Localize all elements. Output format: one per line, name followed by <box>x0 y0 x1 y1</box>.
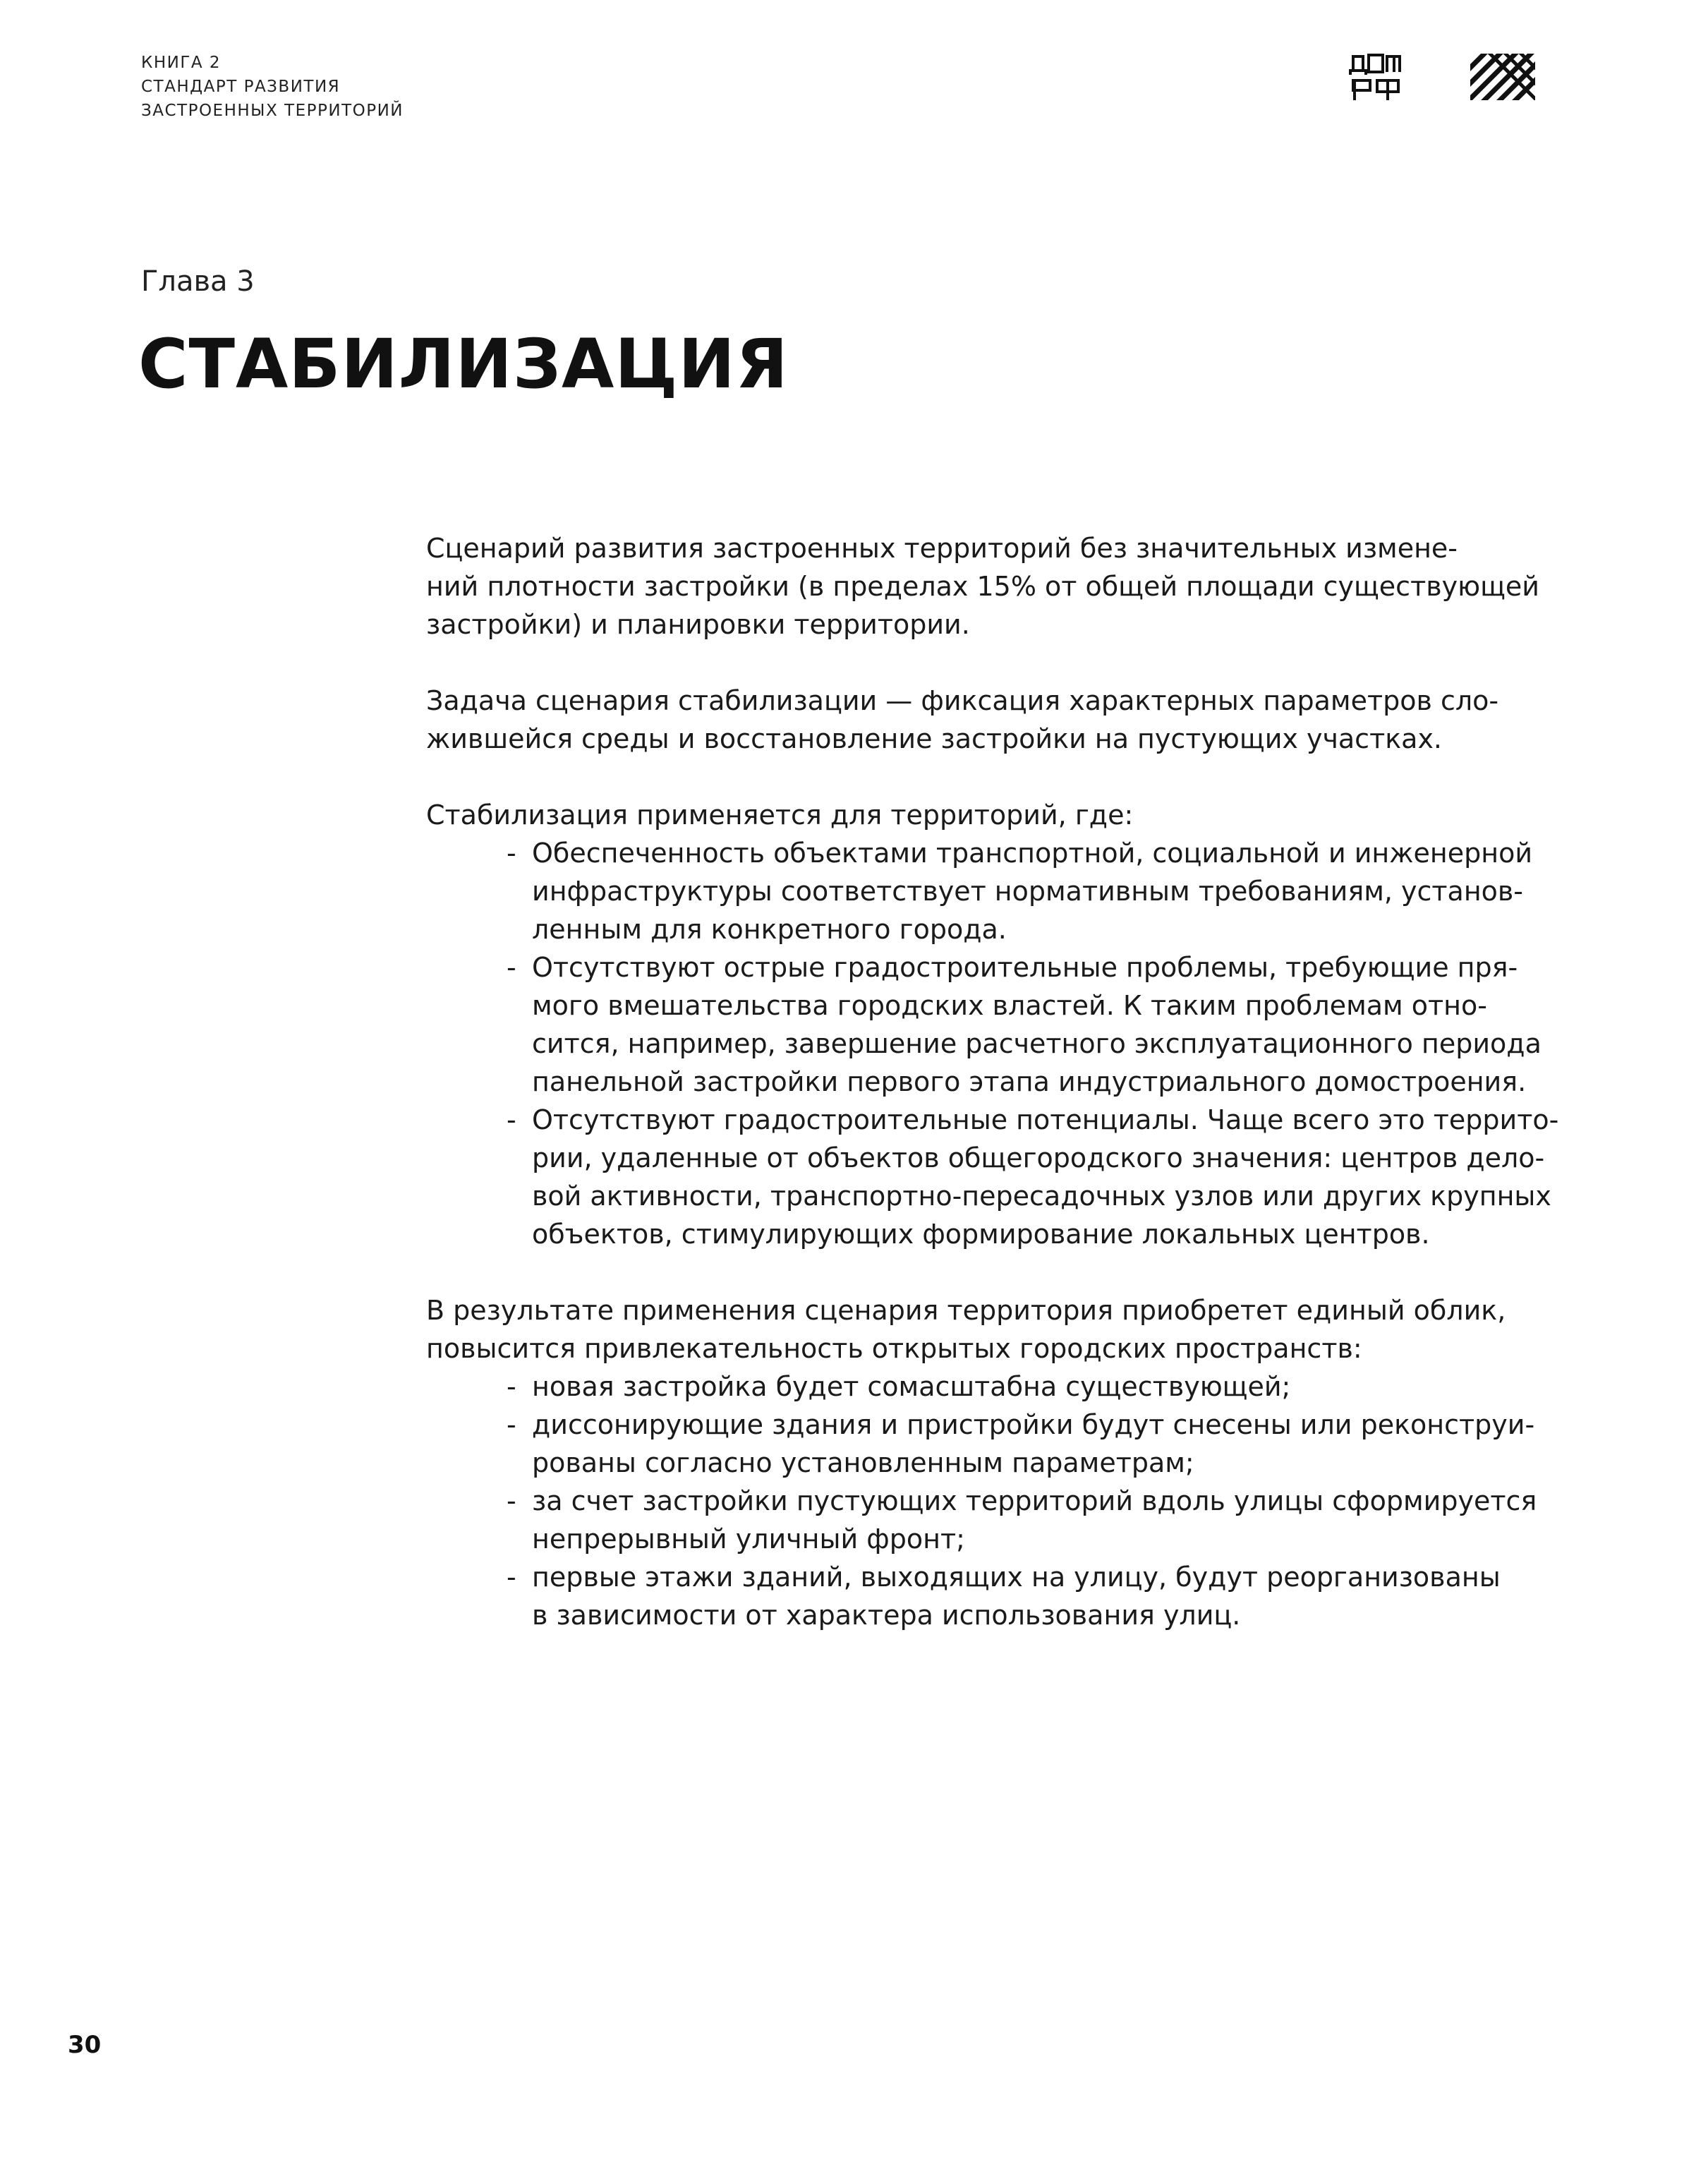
book-label <box>141 51 404 123</box>
results-list <box>426 1368 1537 1634</box>
text-line: ний плотности застройки (в пределах 15% от общей площади существующей <box>426 571 1539 602</box>
text-line: - новая застройка будет сомасштабна существующей; <box>532 1371 1291 1402</box>
text-line: инфраструктуры соответствует нормативным требованиям, установ- <box>532 876 1524 907</box>
list-item <box>532 1558 1527 1634</box>
paragraph-applicability-intro <box>426 796 1527 834</box>
list-item <box>532 948 1542 1101</box>
stripe-pattern-logo <box>1470 54 1535 100</box>
text-line: в зависимости от характера использования улиц. <box>532 1600 1241 1631</box>
body-text <box>426 529 1559 1672</box>
text-line: вой активности, транспортно-пересадочных узлов или других крупных <box>532 1181 1551 1212</box>
book-label-line: СТАНДАРТ РАЗВИТИЯ <box>141 78 341 96</box>
list-item <box>532 1101 1559 1253</box>
text-line: рии, удаленные от объектов общегородского значения: центров дело- <box>532 1142 1545 1173</box>
text-line: жившейся среды и восстановление застройки на пустующих участках. <box>426 723 1443 754</box>
text-line: сится, например, завершение расчетного эксплуатационного периода <box>532 1028 1542 1059</box>
book-label-line: ЗАСТРОЕННЫХ ТЕРРИТОРИЙ <box>141 102 404 120</box>
list-item <box>532 1368 1527 1406</box>
paragraph-results-intro <box>426 1291 1527 1368</box>
list-item <box>532 1482 1537 1558</box>
text-line: повысится привлекательность открытых городских пространств: <box>426 1333 1362 1364</box>
page-number: 30 <box>68 2031 102 2059</box>
text-line: Стабилизация применяется для территорий, где: <box>426 799 1134 831</box>
text-line: В результате применения сценария территория приобретет единый облик, <box>426 1295 1506 1326</box>
chapter-label: Глава 3 <box>141 265 255 298</box>
text-line: - диссонирующие здания и пристройки будут снесены или реконструи- <box>532 1409 1535 1440</box>
text-line: Сценарий развития застроенных территорий без значительных измене- <box>426 533 1458 564</box>
paragraph-definition <box>426 529 1539 644</box>
text-line: непрерывный уличный фронт; <box>532 1523 965 1555</box>
text-line: застройки) и планировки территории. <box>426 609 970 640</box>
text-line: рованы согласно установленным параметрам; <box>532 1447 1194 1478</box>
text-line: - Обеспеченность объектами транспортной, социальной и инженерной <box>532 838 1533 869</box>
list-item <box>532 1406 1535 1482</box>
text-line: Задача сценария стабилизации — фиксация характерных параметров сло- <box>426 685 1499 716</box>
text-line: мого вмешательства городских властей. К таким проблемам отно- <box>532 990 1487 1021</box>
book-label-line: КНИГА 2 <box>141 54 222 72</box>
text-line: - Отсутствуют градостроительные потенциалы. Чаще всего это террито- <box>532 1104 1559 1135</box>
list-item <box>532 834 1533 948</box>
text-line: панельной застройки первого этапа индустриального домостроения. <box>532 1066 1527 1097</box>
text-line: - Отсутствуют острые градостроительные проблемы, требующие пря- <box>532 952 1518 983</box>
text-line: ленным для конкретного города. <box>532 914 1007 945</box>
chapter-title: СТАБИЛИЗАЦИЯ <box>138 325 789 404</box>
text-line: - за счет застройки пустующих территорий вдоль улицы сформируется <box>532 1485 1537 1516</box>
applicability-list <box>426 834 1559 1253</box>
paragraph-task <box>426 682 1527 758</box>
text-line: объектов, стимулирующих формирование локальных центров. <box>532 1219 1430 1250</box>
text-line: - первые этажи зданий, выходящих на улицу, будут реорганизованы <box>532 1562 1501 1593</box>
dom-rf-logo <box>1349 52 1403 102</box>
